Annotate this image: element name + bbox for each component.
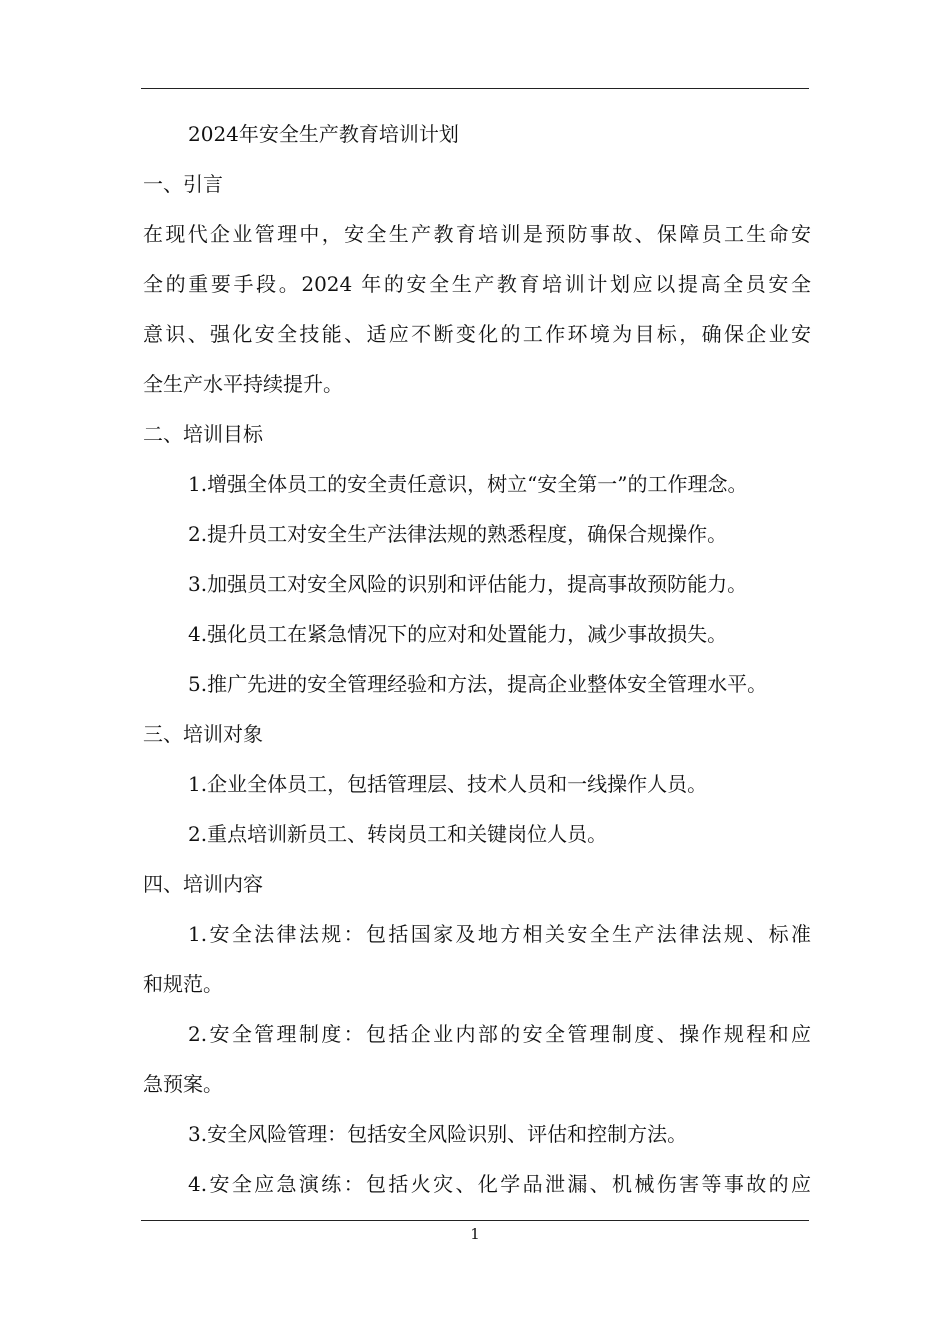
- section-heading-content: 四、培训内容: [143, 872, 263, 896]
- paragraph-line: 全的重要手段。2024 年的安全生产教育培训计划应以提高全员安全: [143, 272, 811, 296]
- list-item: 4.安全应急演练：包括火灾、化学品泄漏、机械伤害等事故的应: [188, 1172, 811, 1196]
- paragraph-line: 意识、强化安全技能、适应不断变化的工作环境为目标，确保企业安: [143, 322, 811, 346]
- list-item-continuation: 和规范。: [143, 972, 223, 996]
- section-heading-objectives: 二、培训目标: [143, 422, 263, 446]
- list-item: 1.企业全体员工，包括管理层、技术人员和一线操作人员。: [188, 772, 708, 796]
- document-title: 2024年安全生产教育培训计划: [188, 122, 459, 146]
- list-item: 3.加强员工对安全风险的识别和评估能力，提高事故预防能力。: [188, 572, 748, 596]
- list-item-continuation: 急预案。: [143, 1072, 223, 1096]
- list-item: 5.推广先进的安全管理经验和方法，提高企业整体安全管理水平。: [188, 672, 768, 696]
- paragraph-line: 全生产水平持续提升。: [143, 372, 343, 396]
- list-item: 1.安全法律法规：包括国家及地方相关安全生产法律法规、标准: [188, 922, 811, 946]
- list-item: 2.安全管理制度：包括企业内部的安全管理制度、操作规程和应: [188, 1022, 811, 1046]
- page-number: 1: [470, 1225, 480, 1243]
- list-item: 4.强化员工在紧急情况下的应对和处置能力，减少事故损失。: [188, 622, 728, 646]
- list-item: 3.安全风险管理：包括安全风险识别、评估和控制方法。: [188, 1122, 688, 1146]
- list-item: 2.重点培训新员工、转岗员工和关键岗位人员。: [188, 822, 608, 846]
- section-heading-audience: 三、培训对象: [143, 722, 263, 746]
- footer-rule: [141, 1220, 809, 1221]
- list-item: 2.提升员工对安全生产法律法规的熟悉程度，确保合规操作。: [188, 522, 728, 546]
- document-body: [143, 109, 811, 1209]
- paragraph-line: 在现代企业管理中，安全生产教育培训是预防事故、保障员工生命安: [143, 222, 811, 246]
- header-rule: [141, 88, 809, 89]
- section-heading-introduction: 一、引言: [143, 172, 223, 196]
- list-item: 1.增强全体员工的安全责任意识，树立“安全第一”的工作理念。: [188, 472, 748, 496]
